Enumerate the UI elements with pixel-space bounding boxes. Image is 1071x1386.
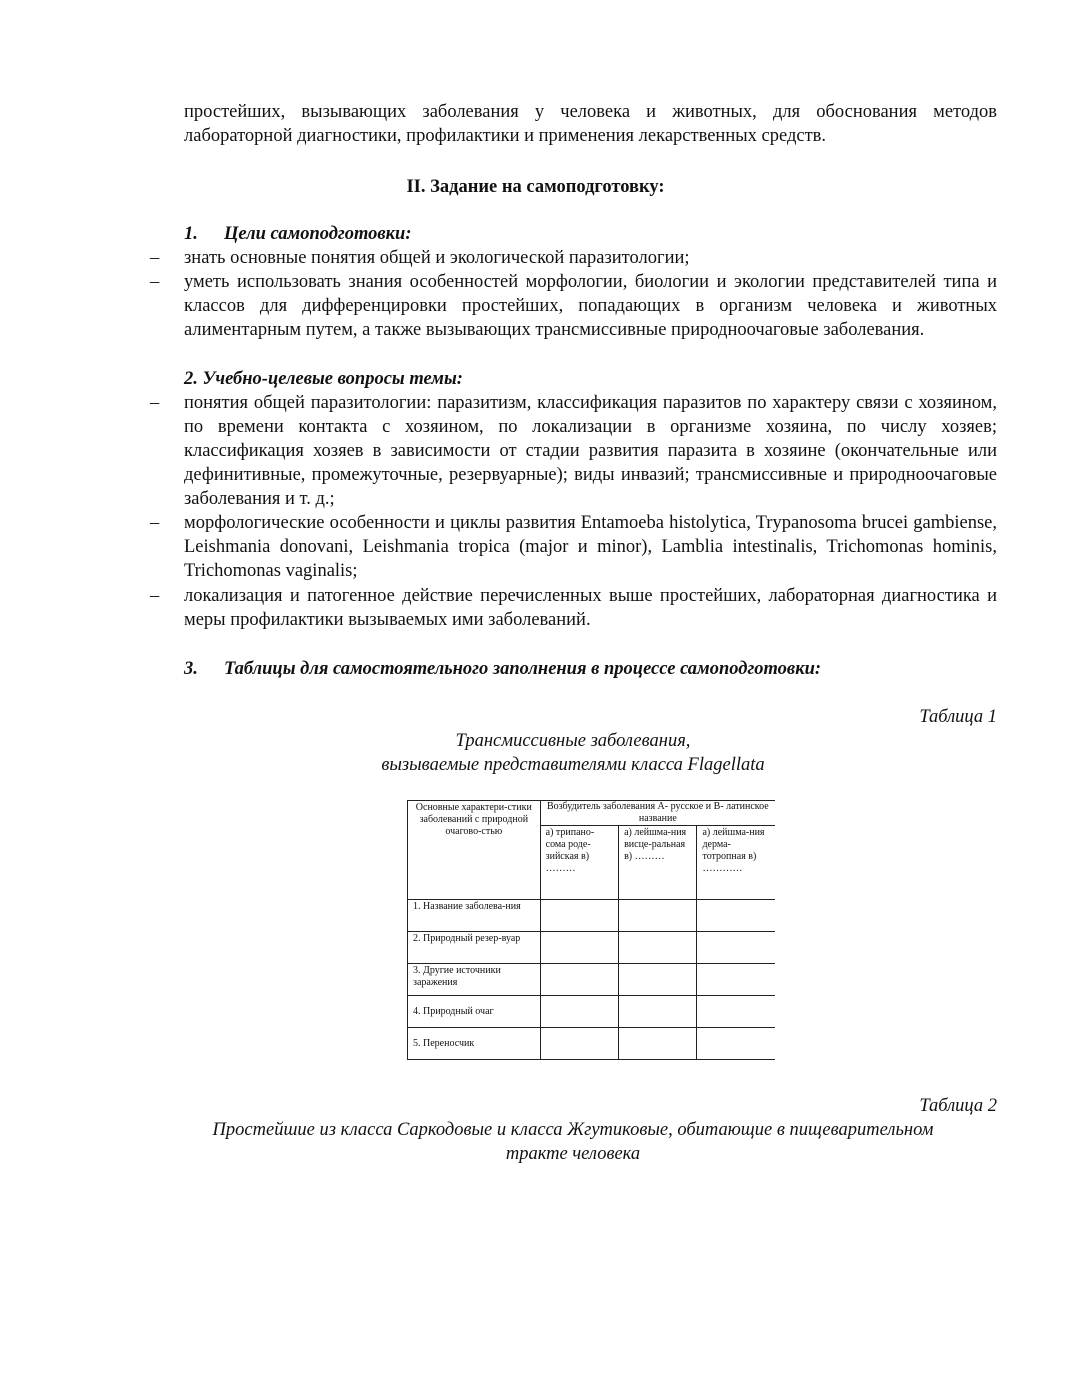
- table1-caption-line2: вызываемые представителями класса Flagellata: [381, 755, 765, 775]
- table1: [407, 800, 775, 1060]
- table1-cell: [540, 996, 618, 1028]
- table1-cell: [619, 932, 697, 964]
- table1-pathogen-header: Возбудитель заболевания А- русское и В- латинское название: [540, 801, 775, 826]
- table2-label: Таблица 2: [919, 1096, 997, 1116]
- tables-number: 3.: [184, 659, 198, 679]
- question-item: [150, 391, 997, 511]
- tables-title: Таблицы для самостоятельного заполнения в процессе самоподготовки:: [224, 659, 822, 679]
- table1-row-label: 5. Переносчик: [408, 1028, 541, 1060]
- table1-row-label: 2. Природный резер-вуар: [408, 932, 541, 964]
- table1-caption-line1: Трансмиссивные заболевания,: [455, 731, 691, 751]
- table1-cell: [619, 900, 697, 932]
- table1-row-label: 4. Природный очаг: [408, 996, 541, 1028]
- table1-cell: [619, 964, 697, 996]
- question-item-text: понятия общей паразитологии: паразитизм, классификация паразитов по характеру связи с хозяином, по времени контакта с хозяином, по локализации в организме хозяина, по числу хозяев; классификация хозяев в зависимости от стадии развития паразита в хозяине (окончательные или дефинитивные, промежуточные, резервуарные); виды инвазий; трансмиссивные и природноочаговые заболевания и т. д.;: [184, 393, 997, 509]
- question-item-text: локализация и патогенное действие перечисленных выше простейших, лабораторная диагностика и меры профилактики вызываемых ими заболеваний.: [184, 586, 997, 630]
- table2-caption-line2: тракте человека: [505, 1144, 641, 1164]
- table1-cell: [619, 996, 697, 1028]
- bullet-dash: –: [150, 272, 160, 292]
- table1-cell: [697, 932, 775, 964]
- table1-cell: [540, 1028, 618, 1060]
- bullet-dash: –: [150, 248, 160, 268]
- goals-number: 1.: [184, 224, 198, 244]
- question-item: [150, 584, 997, 632]
- goal-item: [150, 246, 997, 270]
- bullet-dash: –: [150, 393, 160, 413]
- question-item: [150, 511, 997, 583]
- section-title: II. Задание на самоподготовку:: [406, 177, 665, 197]
- bullet-dash: –: [150, 513, 160, 533]
- table1-corner-header: Основные характери-стики заболеваний с природной очагово-стью: [408, 801, 541, 900]
- tables-heading: [184, 657, 821, 681]
- table1-cell: [697, 996, 775, 1028]
- table1-label: Таблица 1: [919, 707, 997, 727]
- table2-caption-line1: Простейшие из класса Саркодовые и класса Жгутиковые, обитающие в пищеварительном: [212, 1120, 934, 1140]
- questions-heading: 2. Учебно-целевые вопросы темы:: [184, 369, 463, 389]
- goals-heading: [184, 222, 412, 246]
- question-item-text: морфологические особенности и циклы развития Entamoeba histolytica, Trypanosoma brucei gambiense, Leishmania donovani, Leishmania tropica (major и minor), Lamblia intestinalis, Trichomonas hominis, Trichomonas vaginalis;: [184, 513, 997, 581]
- goal-item-text: знать основные понятия общей и экологической паразитологии;: [184, 248, 690, 268]
- table1-row-label: 1. Название заболева-ния: [408, 900, 541, 932]
- table1-cell: [540, 964, 618, 996]
- table1-cell: [697, 964, 775, 996]
- goal-item-text: уметь использовать знания особенностей морфологии, биологии и экологии представителей типа и классов для дифференцировки простейших, попадающих в организм человека и животных алиментарным путем, а также вызывающих трансмиссивные природноочаговые заболевания.: [184, 272, 997, 340]
- table1-cell: [697, 1028, 775, 1060]
- table1-cell: [619, 1028, 697, 1060]
- goal-item: [150, 270, 997, 342]
- table1-row-label: 3. Другие источники заражения: [408, 964, 541, 996]
- table1-column-header: а) лейшма-ния висце-ральная в) ………: [619, 826, 697, 900]
- intro-paragraph: простейших, вызывающих заболевания у человека и животных, для обоснования методов лабораторной диагностики, профилактики и применения лекарственных средств.: [184, 102, 997, 146]
- bullet-dash: –: [150, 586, 160, 606]
- table1-cell: [540, 900, 618, 932]
- table1-cell: [697, 900, 775, 932]
- table1-column-header: а) лейшма-ния дерма-тотропная в) …………: [697, 826, 775, 900]
- table1-cell: [540, 932, 618, 964]
- table1-column-header: а) трипано-сома роде-зийская в) ………: [540, 826, 618, 900]
- goals-title: Цели самоподготовки:: [224, 224, 412, 244]
